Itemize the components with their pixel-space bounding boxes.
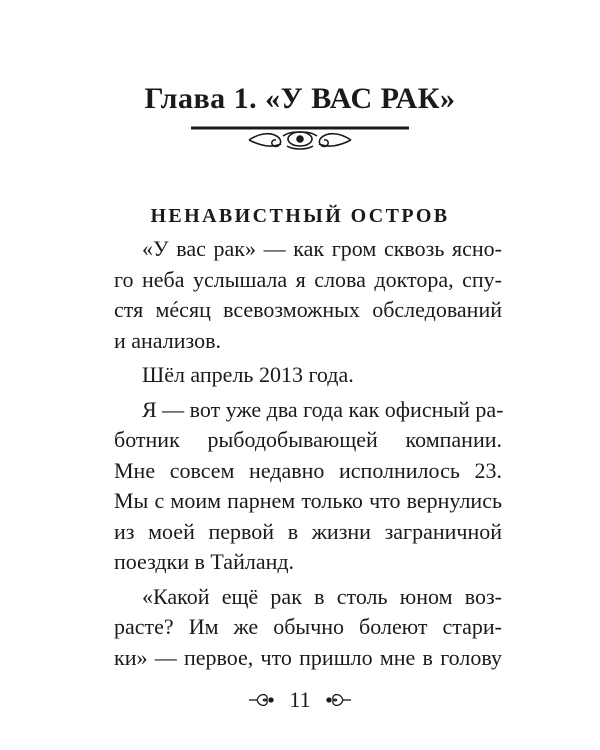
section-title: НЕНАВИСТНЫЙ ОСТРОВ bbox=[150, 205, 450, 227]
text-line: «Какой ещё рак в столь юном воз- bbox=[142, 583, 502, 609]
flourish-divider-icon bbox=[191, 124, 409, 156]
text-line: Шёл апрель 2013 года. bbox=[142, 362, 354, 387]
text-line: из моей первой в жизни заграничной bbox=[114, 518, 502, 544]
text-line: поездки в Тайланд. bbox=[114, 549, 295, 574]
text-line: го неба услышала я слова доктора, спу- bbox=[114, 266, 502, 292]
text-line: и анализов. bbox=[114, 327, 221, 353]
text-line: ботник рыбодобывающей компании. bbox=[114, 427, 502, 452]
page-footer bbox=[0, 680, 600, 720]
body-text bbox=[114, 234, 502, 673]
fleuron-left-icon bbox=[247, 691, 275, 709]
page-number: 11 bbox=[289, 687, 311, 712]
fleuron-right-icon bbox=[325, 691, 353, 709]
text-line: расте? Им же обычно болеют стари- bbox=[114, 614, 502, 639]
chapter-title: Глава 1. «У ВАС РАК» bbox=[144, 82, 456, 115]
text-line: ки» — первое, что пришло мне в голову bbox=[114, 644, 502, 670]
text-line: Мне совсем недавно исполнилось 23. bbox=[114, 457, 502, 483]
text-line: стя мéсяц всевозможных обследований bbox=[114, 297, 502, 322]
text-line: «У вас рак» — как гром сквозь ясно- bbox=[142, 236, 502, 261]
text-line: Мы с моим парнем только что вернулись bbox=[114, 488, 502, 513]
text-line: Я — вот уже два года как офисный ра- bbox=[142, 396, 504, 422]
